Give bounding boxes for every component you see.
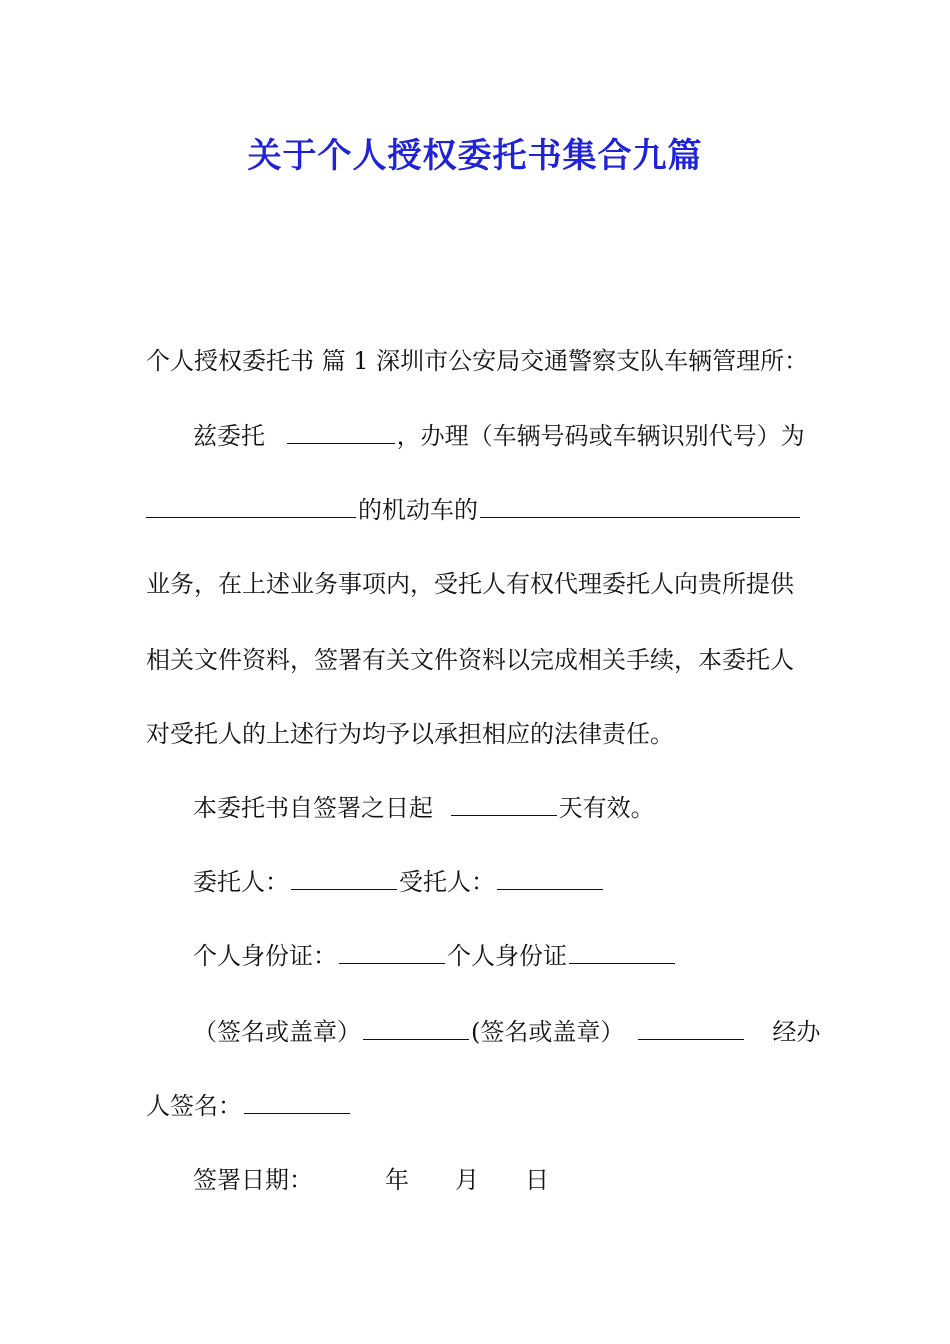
blank-vehicle-number[interactable] <box>146 495 356 518</box>
paragraph-7 <box>193 792 655 824</box>
paragraph-1 <box>146 345 808 377</box>
month-label: 月 <box>455 1166 479 1194</box>
year-label: 年 <box>385 1166 409 1194</box>
text: 兹委托 <box>193 422 265 450</box>
blank-agent[interactable] <box>497 867 603 890</box>
text: (签名或盖章） <box>471 1018 625 1046</box>
text: ，办理（车辆号码或车辆识别代号）为 <box>396 422 805 450</box>
text: 个人身份证： <box>193 942 337 970</box>
paragraph-5 <box>146 644 794 676</box>
text: 对受托人的上述行为均予以承担相应的法律责任。 <box>146 720 674 748</box>
blank-trustee[interactable] <box>287 421 395 444</box>
paragraph-12 <box>193 1164 549 1196</box>
blank-agent-id[interactable] <box>569 941 675 964</box>
text: 业务，在上述业务事项内，受托人有权代理委托人向贵所提供 <box>146 570 794 598</box>
blank-agent-signature[interactable] <box>638 1017 744 1040</box>
document-title: 关于个人授权委托书集合九篇 <box>247 136 703 176</box>
blank-handler-signature[interactable] <box>244 1091 350 1114</box>
paragraph-9 <box>193 940 677 972</box>
blank-principal[interactable] <box>291 867 397 890</box>
paragraph-10 <box>193 1016 820 1048</box>
paragraph-4 <box>146 568 794 600</box>
text: 个人授权委托书 篇 1 深圳市公安局交通警察支队车辆管理所： <box>146 347 809 375</box>
blank-days[interactable] <box>451 793 557 816</box>
text: （签名或盖章） <box>193 1018 361 1046</box>
paragraph-2 <box>193 420 805 452</box>
blank-principal-id[interactable] <box>339 941 445 964</box>
paragraph-6 <box>146 718 674 750</box>
paragraph-8 <box>193 866 605 898</box>
text: 签署日期： <box>193 1166 313 1194</box>
paragraph-3 <box>146 494 802 526</box>
text: 经办 <box>772 1018 821 1046</box>
text: 受托人： <box>399 868 495 896</box>
text: 本委托书自签署之日起 <box>193 794 433 822</box>
day-label: 日 <box>525 1166 549 1194</box>
text: 委托人： <box>193 868 289 896</box>
text: 相关文件资料，签署有关文件资料以完成相关手续，本委托人 <box>146 646 794 674</box>
paragraph-11 <box>146 1090 352 1122</box>
blank-principal-signature[interactable] <box>363 1017 469 1040</box>
text: 人签名： <box>146 1092 242 1120</box>
text: 的机动车的 <box>358 496 478 524</box>
text: 个人身份证 <box>447 942 567 970</box>
blank-business[interactable] <box>480 495 800 518</box>
text: 天有效。 <box>558 794 655 822</box>
